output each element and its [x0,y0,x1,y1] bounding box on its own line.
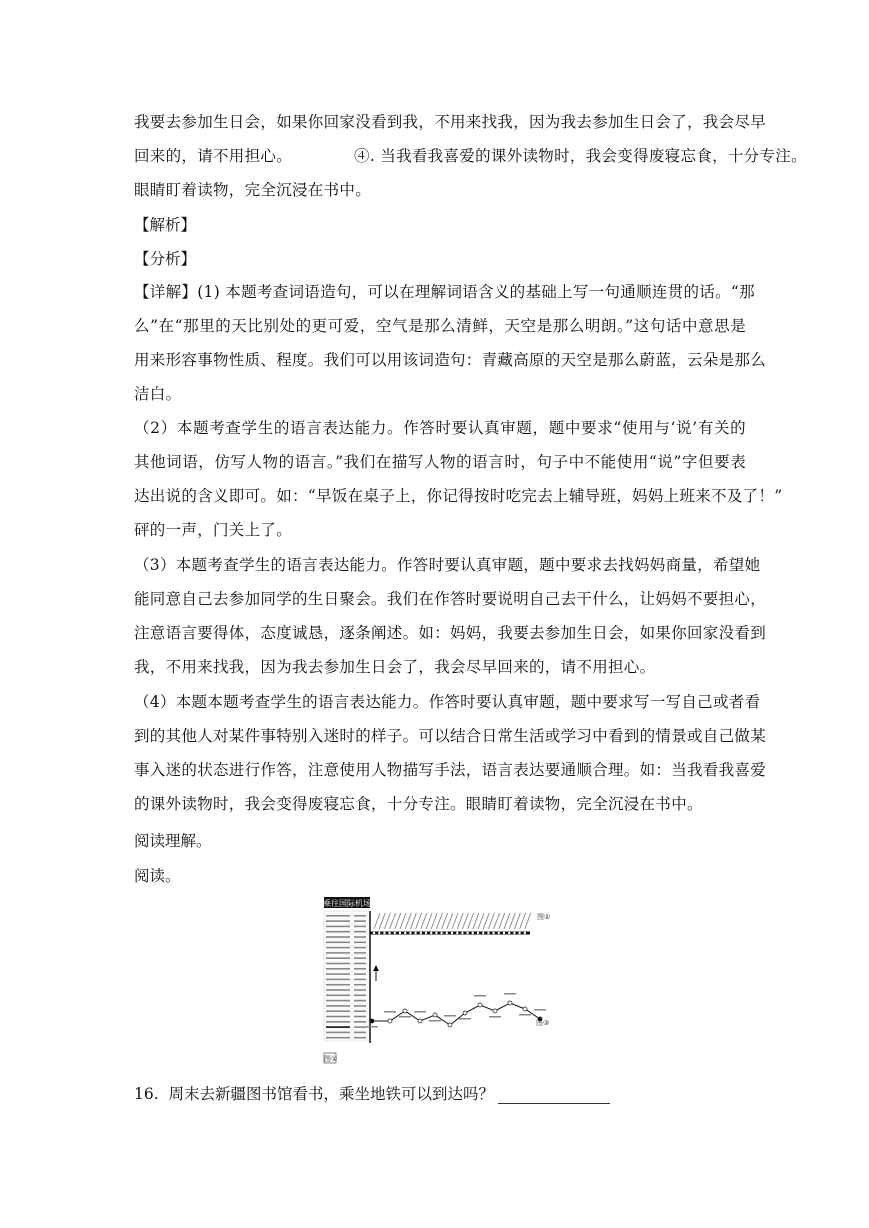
station-name-mark [326,995,350,997]
station-name-mark [354,926,366,928]
station-name-mark [354,1037,366,1039]
station-dot [440,932,442,934]
station-name-mark [326,1016,350,1018]
text-line: 到的其他人对某件事特别入迷时的样子。可以结合日常生活或学习中看到的情景或自己做某 [134,727,767,745]
station-dot [446,932,448,934]
text-line: 【详解】(1) 本题考查词语造句，可以在理解词语含义的基础上写一句通顺连贯的话。“那 [134,283,755,301]
station-label-mark [504,913,510,929]
station-label-mark [494,913,500,929]
route-station [388,1019,392,1023]
station-label-mark [457,913,463,929]
route-station [478,1003,482,1007]
station-name-mark [326,968,350,970]
station-label-mark [395,913,401,929]
text-line: 么”在“那里的天比别处的更可爱，空气是那么清鲜，天空是那么明朗。”这句话中意思是 [134,317,746,335]
station-dot [498,932,500,934]
station-dot [409,932,411,934]
station-name-mark [354,984,366,986]
station-dot [482,932,484,934]
station-dot [373,932,375,934]
text-line: 我，不用来找我，因为我去参加生日会了，我会尽早回来的，请不用担心。 [134,658,656,676]
station-dot [388,932,390,934]
station-name-mark [354,1032,366,1034]
station-dot [430,932,432,934]
station-name-mark [326,1010,350,1012]
station-label-mark [410,913,416,929]
detail-paragraph-4 [134,685,767,821]
text-line: 回来的，请不用担心。 ④. 当我看我喜爱的课外读物时，我会变得废寝忘食，十分专注。 [134,147,807,165]
route-station [370,1019,374,1023]
text-line: （4）本题本题考查学生的语言表达能力。作答时要认真审题，题中要求写一写自己或者看 [134,693,761,711]
text-line: 能同意自己去参加同学的生日聚会。我们在作答时要说明自己去干什么，让妈妈不要担心， [134,590,767,608]
route-station [433,1013,437,1017]
route-station [493,1009,497,1013]
station-label-mark [400,913,406,929]
question-number: 16. [134,1085,159,1103]
station-label-mark [431,913,437,929]
station-name-mark [354,979,366,981]
station-name-mark [326,942,350,944]
station-name-mark [354,936,366,938]
route-station [403,1009,407,1013]
station-label-mark [462,913,468,929]
station-dot [472,932,474,934]
station-label-mark [488,913,494,929]
text-line: 达出说的含义即可。如：“早饭在桌子上，你记得按时吃完去上辅导班，妈妈上班来不及了！” [134,487,783,505]
station-name-mark [326,915,350,917]
station-label-mark [399,1016,411,1018]
station-dot [435,932,437,934]
station-name-mark [354,920,366,922]
station-name-mark [326,1005,350,1007]
text-line: 用来形容事物性质、程度。我们可以用该词造句：青藏高原的天空是那么蔚蓝，云朵是那么 [134,351,767,369]
station-label-mark [436,913,442,929]
station-dot [404,932,406,934]
station-name-mark [354,963,366,965]
bottom-route-line [366,993,546,1028]
station-name-mark [354,1021,366,1023]
station-dot [399,932,401,934]
station-label-mark [514,913,520,929]
station-name-mark [354,942,366,944]
map-label-fig2: 图② [537,913,551,921]
text-line: 注意语言要得体，态度诚恳，逐条阐述。如：妈妈，我要去参加生日会，如果你回家没看到 [134,624,767,642]
station-dot [456,932,458,934]
text-line: 事入迷的状态进行作答，注意使用人物描写手法，语言表达要通顺合理。如：当我看我喜爱 [134,761,767,779]
station-label-mark [379,913,385,929]
station-name-mark [354,957,366,959]
station-name-mark [326,936,350,938]
station-dot [487,932,489,934]
station-list-left [324,911,370,1041]
station-label-mark [534,1009,546,1011]
station-name-mark [326,926,350,928]
station-label-mark [421,913,427,929]
station-label-mark [429,1020,441,1022]
route-station [418,1019,422,1023]
route-station [508,1001,512,1005]
station-name-mark [326,1032,350,1034]
answer-continuation [134,105,807,207]
question-16 [134,1082,610,1104]
station-label-mark [525,913,531,929]
station-dot [492,932,494,934]
metro-map-figure [310,893,558,1071]
station-label-mark [468,913,474,929]
reading-heading: 阅读理解。 [134,832,212,850]
station-name-mark [326,963,350,965]
station-name-mark [354,1016,366,1018]
station-dot [383,932,385,934]
station-label-mark [499,913,505,929]
station-dot [451,932,453,934]
station-label-mark [478,913,484,929]
station-dot [503,932,505,934]
station-label-mark [366,1026,378,1028]
station-label-mark [483,913,489,929]
station-label-mark [384,913,390,929]
station-name-mark [326,1037,350,1039]
station-label-mark [414,1011,426,1013]
station-name-mark [326,931,350,933]
text-line: 我要去参加生日会，如果你回家没看到我，不用来找我，因为我去参加生日会了，我会尽早 [134,113,767,131]
station-dot [414,932,416,934]
station-label-mark [426,913,432,929]
station-dot [513,932,515,934]
metro-map-image [310,893,558,1071]
station-name-mark [326,1000,350,1002]
route-station [523,1007,527,1011]
top-route-line [370,913,531,934]
station-name-mark [326,979,350,981]
section-fenxi-title: 【分析】 [134,250,197,268]
station-label-mark [374,913,380,929]
station-label-mark [519,1014,531,1016]
reading-subheading: 阅读。 [134,867,181,885]
station-name-mark [326,920,350,922]
route-station [448,1023,452,1027]
station-dot [466,932,468,934]
detail-paragraph-1 [134,275,767,411]
station-name-mark [354,931,366,933]
station-label-mark [416,913,422,929]
station-label-mark [447,913,453,929]
station-dot [508,932,510,934]
station-label-mark [473,913,479,929]
direction-arrow-icon [373,965,379,971]
station-dot [394,932,396,934]
station-label-mark [489,1016,501,1018]
text-line: 眼睛盯着读物，完全沉浸在书中。 [134,181,372,199]
station-dot [425,932,427,934]
map-label-fig1: 图① [324,1055,338,1063]
station-name-mark [326,989,350,991]
station-name-mark [326,973,350,975]
station-label-mark [442,913,448,929]
station-dot [420,932,422,934]
section-jiexi-title: 【解析】 [134,216,197,234]
station-name-mark [354,968,366,970]
station-dot [477,932,479,934]
station-label-mark [459,1018,471,1020]
station-name-mark [354,973,366,975]
station-name-mark [354,1000,366,1002]
station-name-mark [326,1026,350,1028]
station-label-mark [405,913,411,929]
question-text: 周末去新疆图书馆看书，乘坐地铁可以到达吗？ [168,1085,495,1103]
station-dot [378,932,380,934]
station-name-mark [326,952,350,954]
station-label-mark [509,913,515,929]
route-station [463,1011,467,1015]
text-line: （3）本题考查学生的语言表达能力。作答时要认真审题，题中要求去找妈妈商量，希望她 [134,556,761,574]
station-name-mark [354,915,366,917]
station-label-mark [452,913,458,929]
station-name-mark [354,989,366,991]
map-header-text: 乘往国际机场 [323,899,371,908]
station-label-mark [390,913,396,929]
station-name-mark [326,984,350,986]
answer-blank[interactable] [498,1087,610,1104]
station-label-mark [520,913,526,929]
station-label-mark [384,1011,396,1013]
station-name-mark [326,947,350,949]
detail-paragraph-2 [134,411,783,547]
station-label-mark [444,1015,456,1017]
station-label-mark [504,993,516,995]
station-name-mark [354,995,366,997]
detail-paragraph-3 [134,548,767,684]
station-name-mark [354,947,366,949]
station-dot [524,932,526,934]
station-name-mark [354,952,366,954]
station-name-mark [354,1026,366,1028]
map-label-fig3: 图③ [536,1019,550,1027]
text-line: （2）本题考查学生的语言表达能力。作答时要认真审题，题中要求“使用与‘说’有关的 [134,419,746,437]
text-line: 的课外读物时，我会变得废寝忘食，十分专注。眼睛盯着读物，完全沉浸在书中。 [134,795,703,813]
station-name-mark [326,1021,350,1023]
station-name-mark [354,1010,366,1012]
station-name-mark [326,957,350,959]
station-dot [518,932,520,934]
station-dot [461,932,463,934]
station-name-mark [354,1005,366,1007]
station-label-mark [474,995,486,997]
text-line: 其他词语，仿写人物的语言。”我们在描写人物的语言时，句子中不能使用“说”字但要表 [134,453,746,471]
text-line: 洁白。 [134,385,182,403]
text-line: 砰的一声，门关上了。 [134,521,293,539]
